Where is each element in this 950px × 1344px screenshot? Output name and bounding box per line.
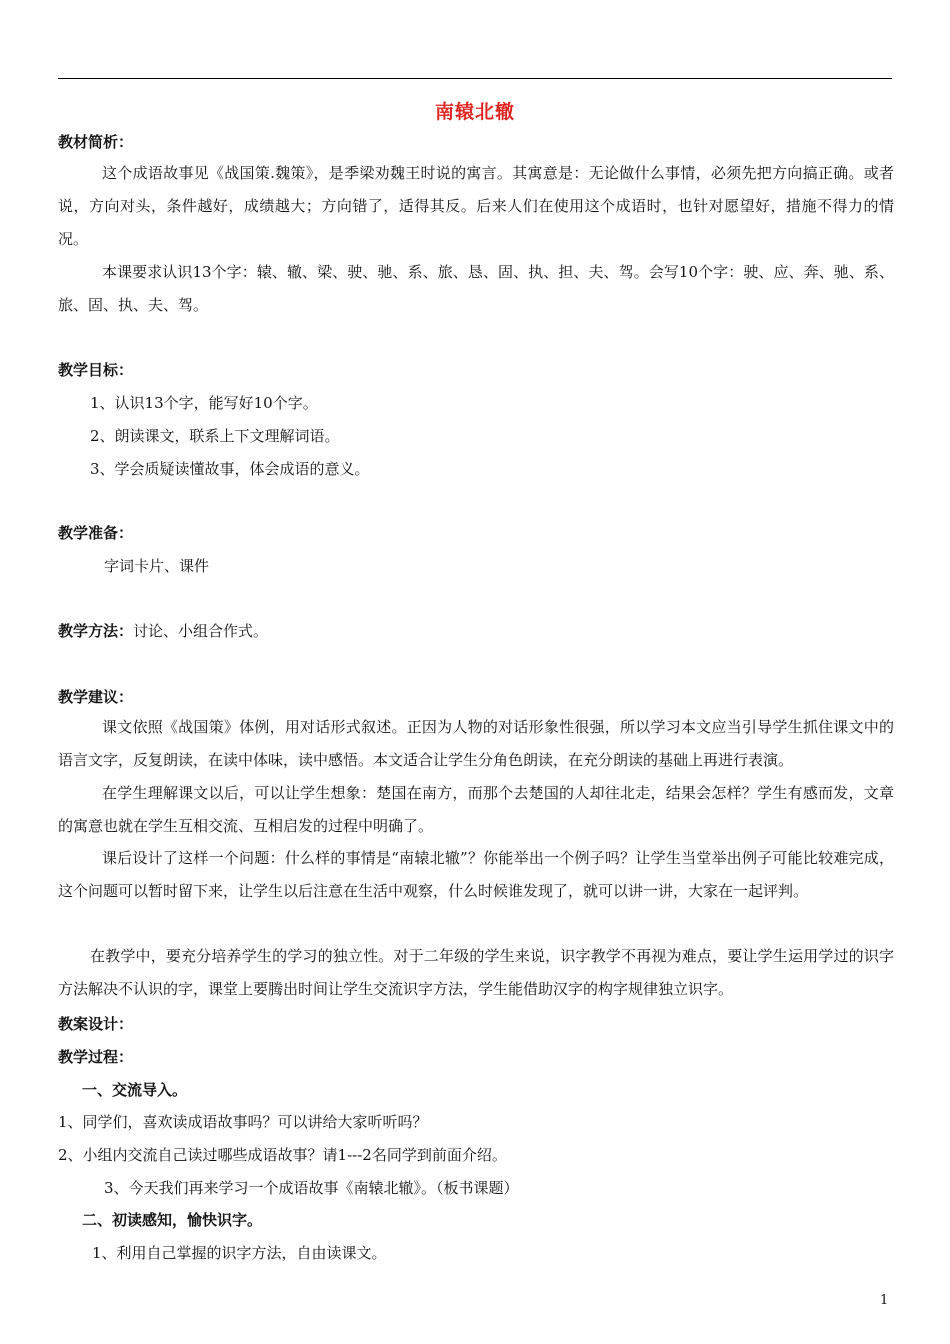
heading-process: 教学过程：: [58, 1048, 134, 1066]
goal-item: 2、朗读课文，联系上下文理解词语。: [90, 427, 340, 445]
heading-design: 教案设计：: [58, 1015, 134, 1033]
step-1-item: 3、今天我们再来学习一个成语故事《南辕北辙》。（板书课题）: [104, 1179, 519, 1197]
heading-goals: 教学目标：: [58, 361, 134, 379]
method-line: [58, 620, 900, 642]
advice-paragraph-1: 课文依照《战国策》体例，用对话形式叙述。正因为人物的对话形象性很强，所以学习本文应当引导学生抓住课文中的语言文字，反复朗读，在读中体味，读中感悟。本文适合让学生分角色朗读，在充分朗读的基础上再进行表演。: [58, 718, 894, 769]
advice-paragraph-2: 在学生理解课文以后，可以让学生想象：楚国在南方，而那个去楚国的人却往北走，结果会怎样？学生有感而发，文章的寓意也就在学生互相交流、互相启发的过程中明确了。: [58, 784, 894, 835]
step-2-item: 1、利用自己掌握的识字方法，自由读课文。: [92, 1244, 387, 1262]
analysis-paragraph-1: 这个成语故事见《战国策.魏策》，是季梁劝魏王时说的寓言。其寓意是：无论做什么事情，必须先把方向搞正确。或者说，方向对头，条件越好，成绩越大；方向错了，适得其反。后来人们在使用这个成语时，也针对愿望好，措施不得力的情况。: [58, 164, 894, 248]
step-1-item: 1、同学们，喜欢读成语故事吗？可以讲给大家听听吗？: [58, 1113, 428, 1131]
step-1-heading: 一、交流导入。: [82, 1081, 188, 1099]
advice-paragraph-4: 在教学中，要充分培养学生的学习的独立性。对于二年级的学生来说，识字教学不再视为难点，要让学生运用学过的识字方法解决不认识的字，课堂上要腾出时间让学生交流识字方法，学生能借助汉字的构字规律独立识字。: [58, 947, 894, 998]
step-2-heading: 二、初读感知，愉快识字。: [82, 1211, 263, 1229]
document-title: 南辕北辙: [434, 101, 515, 123]
goal-item: 1、认识13个字，能写好10个字。: [90, 394, 318, 412]
page-number: 1: [880, 1293, 889, 1308]
goal-item: 3、学会质疑读懂故事，体会成语的意义。: [90, 460, 370, 478]
heading-analysis: 教材简析：: [58, 133, 134, 151]
method-text: 讨论、小组合作式。: [133, 622, 269, 640]
header-rule: [58, 78, 892, 79]
heading-advice: 教学建议：: [58, 688, 134, 706]
prep-text: 字词卡片、课件: [104, 557, 210, 575]
advice-paragraph-3: 课后设计了这样一个问题：什么样的事情是“南辕北辙”？你能举出一个例子吗？让学生当堂举出例子可能比较难完成，这个问题可以暂时留下来，让学生以后注意在生活中观察，什么时候谁发现了，就可以讲一讲，大家在一起评判。: [58, 849, 894, 900]
analysis-paragraph-2: 本课要求认识13个字：辕、辙、梁、驶、驰、系、旅、恳、固、执、担、夫、驾。会写10个字：驶、应、奔、驰、系、旅、固、执、夫、驾。: [58, 263, 894, 314]
heading-method: 教学方法：: [58, 622, 134, 640]
step-1-item: 2、小组内交流自己读过哪些成语故事？请1---2名同学到前面介绍。: [58, 1146, 507, 1164]
heading-prep: 教学准备：: [58, 524, 134, 542]
